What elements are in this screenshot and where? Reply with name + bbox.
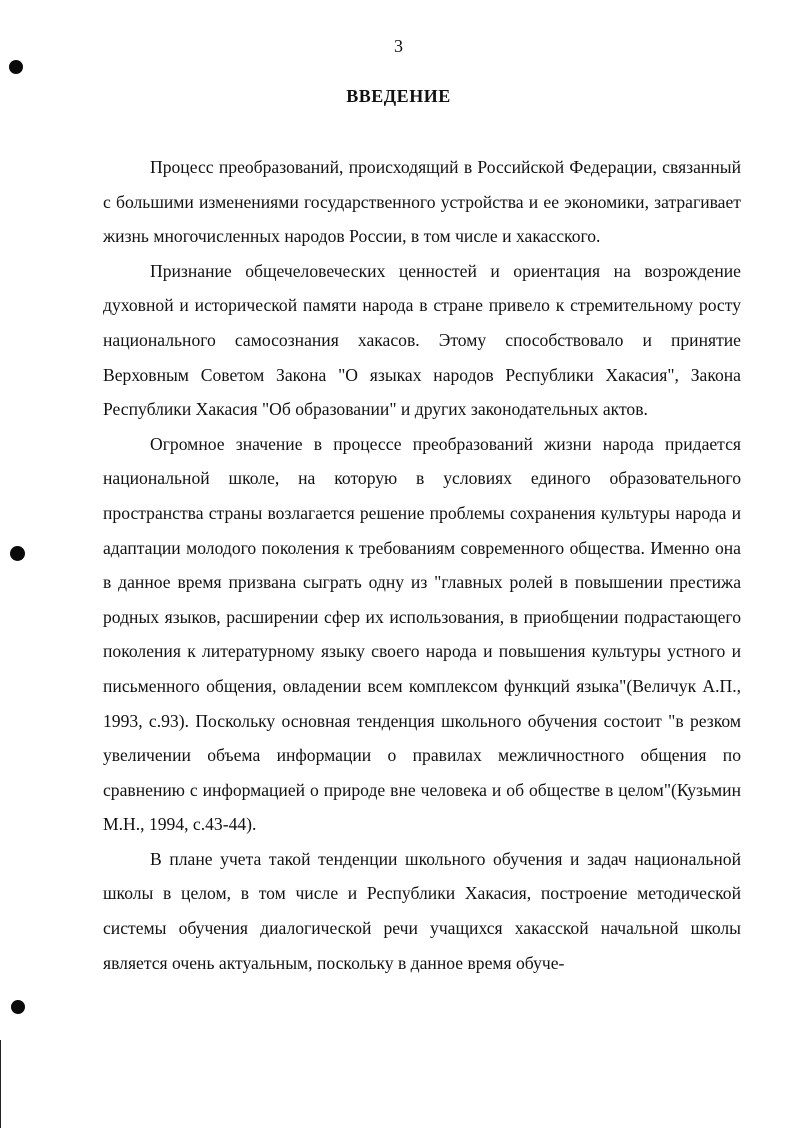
- paragraph-national-school: Огромное значение в процессе преобразований жизни народа придается национальной школе, на которую в условиях единого образовательного пространства страны возлагается решение проблемы сохранения культуры народа и адаптации молодого поколения к требованиям современного общества. Именно она в данное время призвана сыграть одну из "главных ролей в повышении престижа родных языков, расширении сфер их использования, в приобщении подрастающего поколения к литературному языку своего народа и повышения культуры устного и письменного общения, овладении всем комплексом функций языка"(Величук А.П., 1993, с.93). Поскольку основная тенденция школьного обучения состоит "в резком увеличении объема информации о правилах межличностного общения по сравнению с информацией о природе вне человека и об обществе в целом"(Кузьмин М.Н., 1994, с.43-44).: [103, 433, 741, 835]
- paragraph-method-system: В плане учета такой тенденции школьного обучения и задач национальной школы в целом, в том числе и Республики Хакасия, построение методической системы обучения диалогической речи учащихся хакасской начальной школы является очень актуальным, поскольку в данное время обуче-: [103, 848, 741, 973]
- paragraph-intro: Процесс преобразований, происходящий в Российской Федерации, связанный с большими изменениями государственного устройства и ее экономики, затрагивает жизнь многочисленных народов России, в том числе и хакасского.: [103, 157, 741, 247]
- scan-margin-line: [0, 1040, 1, 1128]
- binder-hole-mark: [10, 546, 25, 561]
- page-number: 3: [394, 36, 403, 56]
- paragraph-recognition: Признание общечеловеческих ценностей и ориентация на возрождение духовной и исторической памяти народа в стране привело к стремительному росту национального самосознания хакасов. Этому способствовало и принятие Верховным Советом Закона "О языках народов Республики Хакасия", Закона Республики Хакасия "Об образовании" и других законодательных актов.: [103, 260, 741, 420]
- section-heading: ВВЕДЕНИЕ: [346, 86, 451, 106]
- document-body: [103, 150, 741, 980]
- binder-hole-mark: [9, 60, 23, 74]
- binder-hole-mark: [11, 1000, 25, 1014]
